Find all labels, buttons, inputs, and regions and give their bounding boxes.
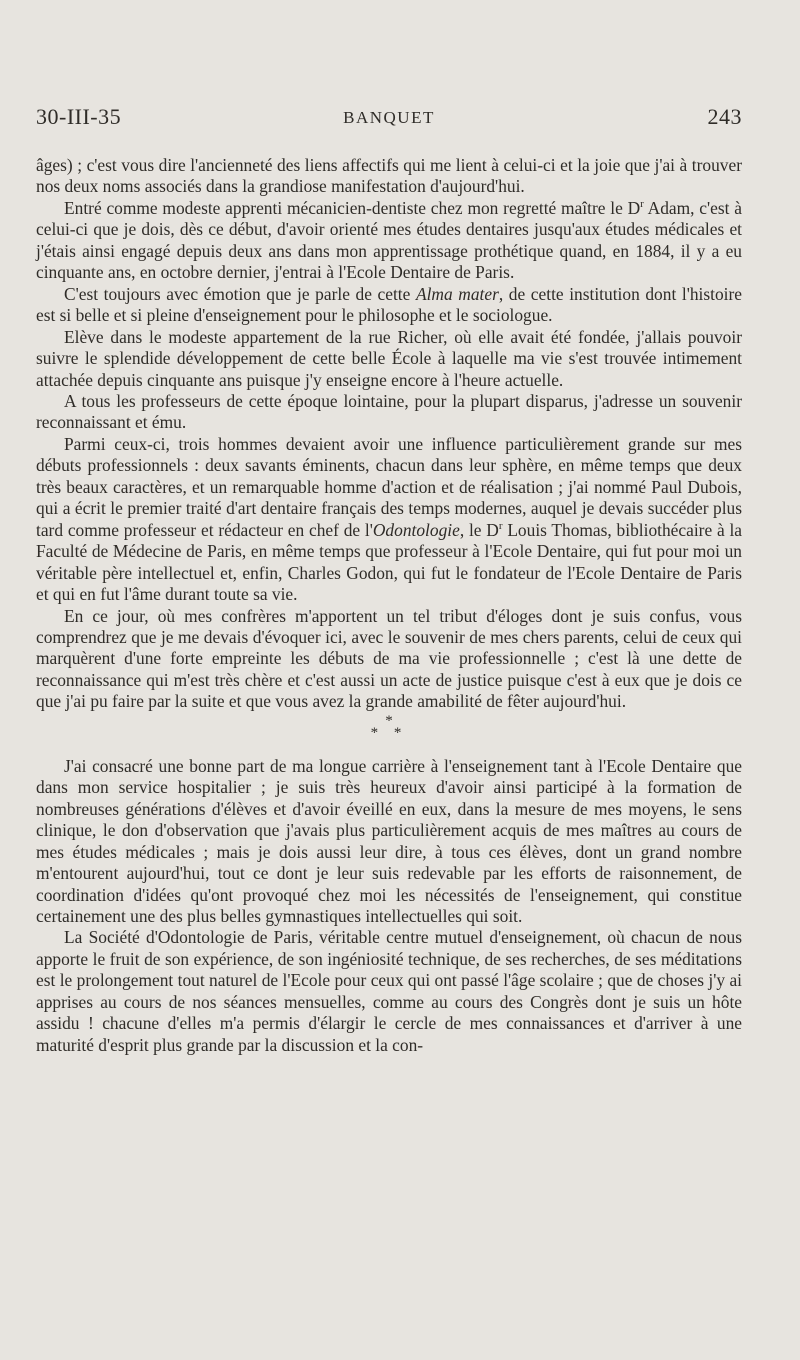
asterism-bottom: * * xyxy=(370,724,408,741)
paragraph-3-text-b: , de cette institution dont l'histoire est si belle et si pleine d'enseignement pour le philosophe et le sociologue. xyxy=(36,283,743,326)
paragraph-5-text: A tous les professeurs de cette époque lointaine, pour la plupart disparus, j'adresse un souvenir reconnaissant et ému. xyxy=(36,390,742,433)
paragraph-7 xyxy=(36,606,742,713)
body-text xyxy=(36,155,742,1056)
paragraph-1-text: âges) ; c'est vous dire l'ancienneté des liens affectifs qui me lient à celui-ci et la joie que j'ai à trouver nos deux noms associés dans la grandiose manifestation d'aujourd'hui. xyxy=(36,155,742,197)
paragraph-2-text-a: Entré comme modeste apprenti mécanicien-dentiste chez mon regretté maître le D xyxy=(64,197,641,218)
paragraph-1 xyxy=(36,155,742,198)
header-title: BANQUET xyxy=(343,108,435,127)
paragraph-6-text-b: , le D xyxy=(459,519,499,540)
paragraph-2-text-b: Adam, c'est à celui-ci que je dois, dès ce début, d'avoir orienté mes études dentaires jusqu'aux études médicales et j'étais ainsi engagé depuis deux ans dans mon apprentissage prothétique quand, en 1884, il y a eu cinquante ans, en octobre dernier, j'entrai à l'Ecole Dentaire de Paris. xyxy=(36,197,742,283)
paragraph-9-text: La Société d'Odontologie de Paris, véritable centre mutuel d'enseignement, où chacun de nous apporte le fruit de son expérience, de son ingéniosité technique, de ses recherches, de ses méditations est le prolongement tout naturel de l'Ecole pour ceux qui ont passé l'âge scolaire ; que de choses j'y ai apprises au cours de nos séances mensuelles, comme au cours des Congrès dont je suis un hôte assidu ! chacune d'elles m'a permis d'élargir le cercle de mes connaissances et d'arriver à une maturité d'esprit plus grande par la discussion et la con- xyxy=(36,927,742,1055)
section-separator xyxy=(36,713,742,756)
page-number: 243 xyxy=(707,104,742,129)
paragraph-2 xyxy=(36,198,742,284)
running-header xyxy=(36,104,742,134)
paragraph-7-text: En ce jour, où mes confrères m'apportent un tel tribut d'éloges dont je suis confus, vous comprendrez que je me devais d'évoquer ici, avec le souvenir de mes chers parents, celui de ceux qui marquèrent d'une forte empreinte les débuts de ma vie professionnelle ; c'est là une dette de reconnaissance qui m'est très chère et c'est aussi un acte de justice puisque c'est à eux que je dois ce que j'ai pu faire par la suite et que vous avez la grande amabilité de fêter aujourd'hui. xyxy=(36,605,742,712)
paragraph-6-superscript: r xyxy=(498,519,503,532)
paragraph-4-text: Elève dans le modeste appartement de la rue Richer, où elle avait été fondée, j'allais pouvoir suivre le splendide développement de cette belle École à laquelle ma vie s'est trouvée intimement attachée depuis cinquante ans puisque j'y enseigne encore à l'heure actuelle. xyxy=(36,326,742,390)
paragraph-9 xyxy=(36,927,742,1056)
paragraph-6 xyxy=(36,434,742,606)
paragraph-5 xyxy=(36,391,742,434)
paragraph-6-italic: Odontologie xyxy=(372,519,460,540)
paragraph-6-text-a: Parmi ceux-ci, trois hommes devaient avoir une influence particulièrement grande sur mes débuts professionnels : deux savants éminents, chacun dans leur sphère, en même temps que deux très beaux caractères, et un remarquable homme d'action et de réalisation ; j'ai nommé Paul Dubois, qui a écrit le premier traité d'art dentaire français des temps modernes, auquel je devais succéder plus tard comme professeur et rédacteur en chef de l' xyxy=(36,433,742,540)
paragraph-3-italic: Alma mater xyxy=(415,283,499,304)
paragraph-4 xyxy=(36,327,742,391)
paragraph-6-text-c: Louis Thomas, bibliothécaire à la Faculté de Médecine de Paris, en même temps que professeur à l'Ecole Dentaire, qui fut pour moi un véritable père intellectuel et, enfin, Charles Godon, qui fut le fondateur de l'Ecole Dentaire de Paris et qui en fut l'âme durant toute sa vie. xyxy=(36,519,742,605)
paragraph-3 xyxy=(36,284,742,327)
paragraph-2-superscript: r xyxy=(640,198,644,211)
asterism-top: * xyxy=(385,712,393,729)
paragraph-8 xyxy=(36,756,742,928)
paragraph-8-text: J'ai consacré une bonne part de ma longue carrière à l'enseignement tant à l'Ecole Dentaire que dans mon service hospitalier ; je suis très heureux d'avoir ainsi participé à la formation de nombreuses générations d'élèves et d'avoir éveillé en eux, dans la mesure de mes moyens, le sens clinique, le don d'observation que j'avais plus particulièrement acquis de mes maîtres au cours de mes études médicales ; mais je dois aussi leur dire, à tous ces élèves, dont un grand nombre m'entourent aujourd'hui, tout ce dont je leur suis redevable par les efforts de raisonnement, de coordination d'idées qu'ont provoqué chez moi les nécessités de l'enseignement, qui constitue certainement une des plus belles gymnastiques intellectuelles qui soit. xyxy=(36,755,742,926)
paragraph-3-text-a: C'est toujours avec émotion que je parle de cette xyxy=(64,283,416,304)
header-date: 30-III-35 xyxy=(36,104,122,129)
